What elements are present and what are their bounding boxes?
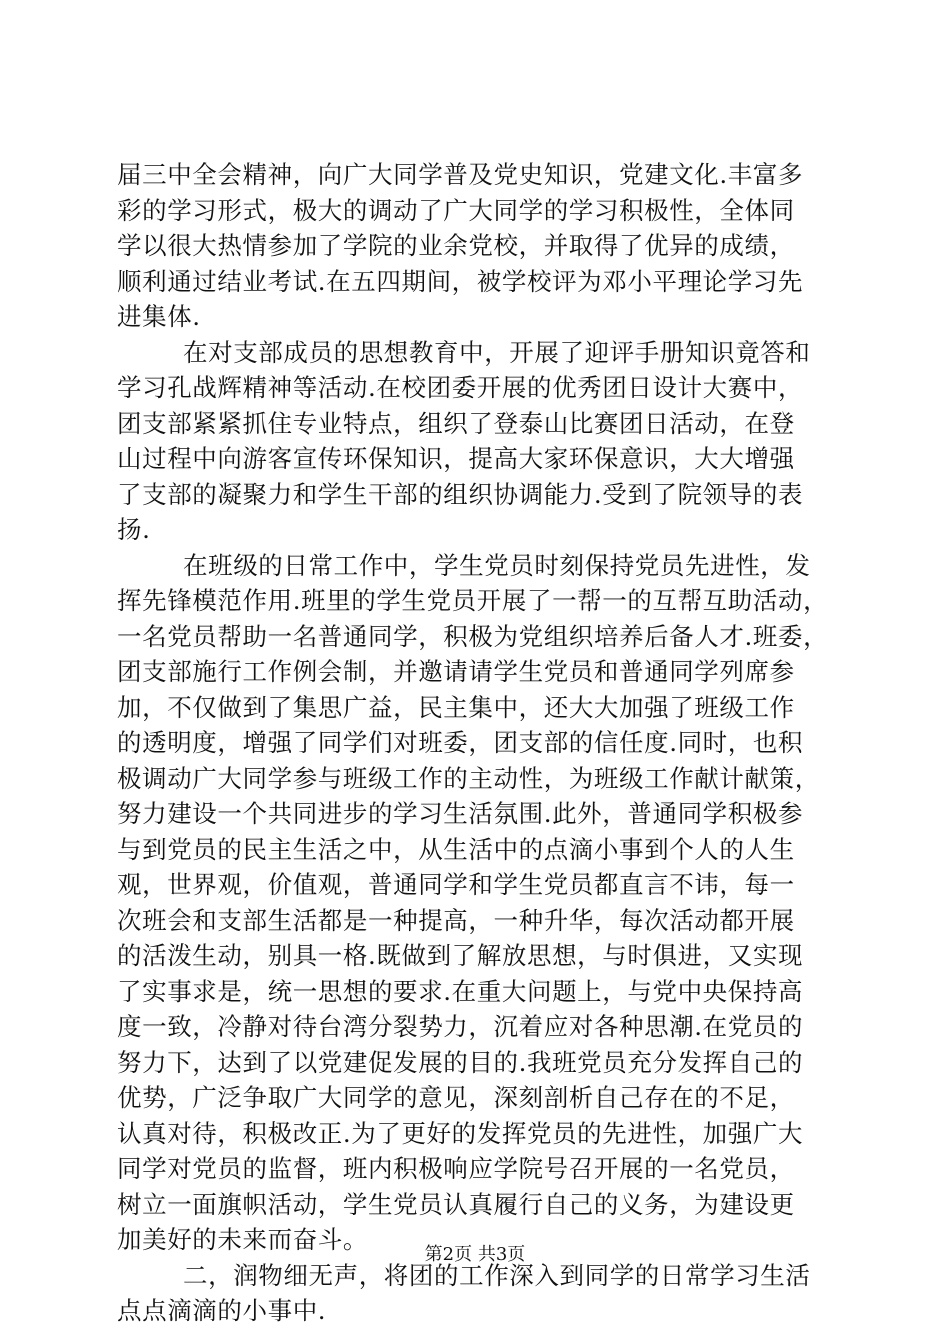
text-line: 团支部施行工作例会制，并邀请请学生党员和普通同学列席参	[117, 657, 795, 686]
text-line: 在对支部成员的思想教育中，开展了迎评手册知识竟答和	[183, 337, 811, 367]
text-line: 努力建设一个共同进步的学习生活氛围.此外，普通同学积极参	[117, 799, 804, 828]
text-line: 顺利通过结业考试.在五四期间，被学校评为邓小平理论学习先	[117, 266, 804, 296]
text-line: 学以很大热情参加了学院的业余党校，并取得了优异的成绩，	[117, 231, 795, 260]
paragraph	[117, 335, 833, 548]
text-line: 二，润物细无声，将团的工作深入到同学的日常学习生活	[183, 1260, 811, 1290]
text-line: 届三中全会精神，向广大同学普及党史知识，党建文化.丰富多	[117, 160, 804, 189]
text-line: 学习孔战辉精神等活动.在校团委开展的优秀团日设计大赛中，	[117, 373, 804, 402]
text-line: 的透明度，增强了同学们对班委，团支部的信任度.同时，也积	[117, 728, 804, 757]
paragraph	[117, 157, 833, 335]
text-line: 挥先锋模范作用.班里的学生党员开展了一帮一的互帮互助活动，	[117, 586, 829, 615]
text-line: 团支部紧紧抓住专业特点，组织了登泰山比赛团日活动，在登	[117, 408, 795, 438]
text-line: 度一致，冷静对待台湾分裂势力，沉着应对各种思潮.在党员的	[117, 1012, 804, 1041]
text-line: 在班级的日常工作中，学生党员时刻保持党员先进性，发	[183, 550, 811, 580]
text-line: 观，世界观，价值观，普通同学和学生党员都直言不讳，每一	[117, 870, 795, 899]
text-line: 同学对党员的监督，班内积极响应学院号召开展的一名党员，	[117, 1154, 795, 1183]
text-line: 一名党员帮助一名普通同学，积极为党组织培养后备人才.班委，	[117, 621, 829, 651]
text-line: 了实事求是，统一思想的要求.在重大问题上，与党中央保持高	[117, 976, 804, 1006]
text-line: 极调动广大同学参与班级工作的主动性，为班级工作献计献策，	[117, 763, 820, 793]
text-line: 了支部的凝聚力和学生干部的组织协调能力.受到了院领导的表	[117, 479, 804, 509]
text-line: 进集体.	[117, 302, 201, 331]
text-line: 与到党员的民主生活之中，从生活中的点滴小事到个人的人生	[117, 834, 795, 864]
text-line: 加，不仅做到了集思广益，民主集中，还大大加强了班级工作	[117, 692, 795, 722]
text-line: 扬.	[117, 515, 151, 544]
text-line: 加美好的未来而奋斗。	[117, 1225, 368, 1254]
text-line: 树立一面旗帜活动，学生党员认真履行自己的义务，为建设更	[117, 1189, 795, 1219]
text-line: 认真对待，积极改正.为了更好的发挥党员的先进性，加强广大	[117, 1118, 804, 1148]
page-footer: 第2页 共3页	[424, 1244, 526, 1265]
text-line: 次班会和支部生活都是一种提高，一种升华，每次活动都开展	[117, 905, 795, 935]
text-line: 优势，广泛争取广大同学的意见，深刻剖析自己存在的不足，	[117, 1083, 795, 1112]
text-line: 的活泼生动，别具一格.既做到了解放思想，与时俱进，又实现	[117, 941, 804, 970]
document-body	[117, 157, 833, 1329]
text-line: 努力下，达到了以党建促发展的目的.我班党员充分发挥自己的	[117, 1047, 804, 1077]
paragraph	[117, 548, 833, 1258]
text-line: 山过程中向游客宣传环保知识，提高大家环保意识，大大增强	[117, 444, 795, 473]
text-line: 彩的学习形式，极大的调动了广大同学的学习积极性，全体同	[117, 195, 795, 225]
paragraph	[117, 1258, 833, 1329]
text-line: 点点滴滴的小事中.	[117, 1296, 327, 1325]
